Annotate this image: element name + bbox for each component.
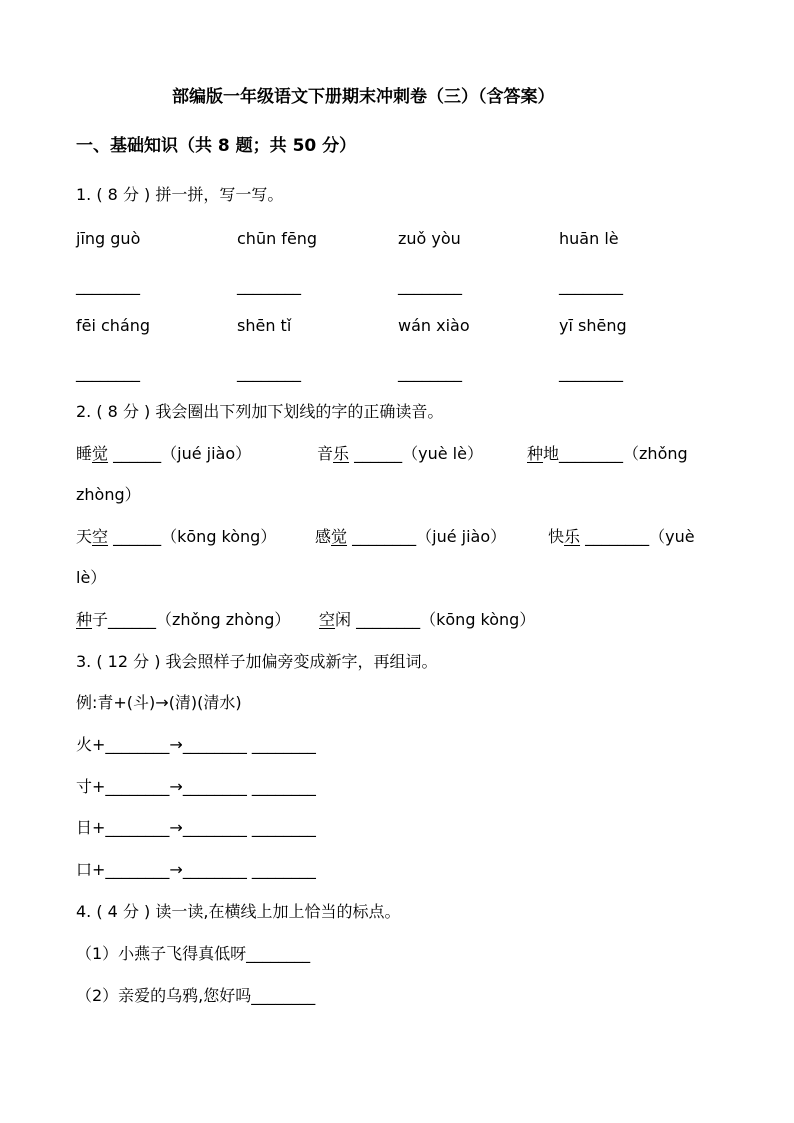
reading-item: 种地________（zhǒng bbox=[527, 444, 688, 463]
fill-line[interactable]: 寸+________→________ ________ bbox=[76, 777, 316, 796]
underlined-char: 觉 bbox=[92, 444, 109, 463]
underlined-char: 种 bbox=[76, 610, 93, 629]
page-title: 部编版一年级语文下册期末冲刺卷（三）（含答案） bbox=[172, 87, 555, 107]
answer-blank[interactable]: ________ bbox=[76, 363, 140, 382]
underlined-char: 种 bbox=[527, 444, 544, 463]
answer-blank[interactable]: ________ bbox=[76, 276, 140, 295]
reading-item: 音乐 ______（yuè lè） bbox=[317, 444, 483, 463]
reading-item: 感觉 ________（jué jiào） bbox=[315, 527, 507, 546]
reading-item: 快乐 ________（yuè bbox=[548, 527, 695, 546]
answer-blank[interactable]: ________ bbox=[398, 276, 462, 295]
answer-blank[interactable]: ________ bbox=[237, 363, 301, 382]
pinyin-item: shēn tǐ bbox=[237, 316, 292, 335]
underlined-char: 觉 bbox=[331, 527, 348, 546]
punctuation-item[interactable]: （2）亲爱的乌鸦,您好吗________ bbox=[76, 986, 316, 1005]
underlined-char: 空 bbox=[319, 610, 336, 629]
reading-item-continued: lè） bbox=[76, 568, 107, 587]
fill-line[interactable]: 日+________→________ ________ bbox=[76, 818, 316, 837]
reading-item: 睡觉 ______（jué jiào） bbox=[76, 444, 252, 463]
reading-item-continued: zhòng） bbox=[76, 485, 141, 504]
example-line: 例:青+(斗)→(清)(清水) bbox=[76, 693, 242, 712]
fill-line[interactable]: 口+________→________ ________ bbox=[76, 860, 316, 879]
pinyin-item: wán xiào bbox=[398, 316, 470, 335]
pinyin-item: yī shēng bbox=[559, 316, 627, 335]
pinyin-item: jīng guò bbox=[76, 229, 141, 248]
pinyin-item: huān lè bbox=[559, 229, 619, 248]
reading-item: 种子______（zhǒng zhòng） bbox=[76, 610, 291, 629]
question-2-stem: 2. ( 8 分 ) 我会圈出下列加下划线的字的正确读音。 bbox=[76, 402, 444, 421]
underlined-char: 空 bbox=[92, 527, 109, 546]
answer-blank[interactable]: ________ bbox=[559, 363, 623, 382]
reading-item: 天空 ______（kōng kòng） bbox=[76, 527, 277, 546]
pinyin-item: zuǒ yòu bbox=[398, 229, 461, 248]
underlined-char: 乐 bbox=[564, 527, 581, 546]
question-4-stem: 4. ( 4 分 ) 读一读,在横线上加上恰当的标点。 bbox=[76, 902, 401, 921]
pinyin-item: fēi cháng bbox=[76, 316, 151, 335]
section-heading: 一、基础知识（共 8 题；共 50 分） bbox=[76, 136, 357, 156]
underlined-char: 乐 bbox=[333, 444, 350, 463]
answer-blank[interactable]: ________ bbox=[559, 276, 623, 295]
fill-line[interactable]: 火+________→________ ________ bbox=[76, 735, 316, 754]
question-1-stem: 1. ( 8 分 ) 拼一拼，写一写。 bbox=[76, 185, 284, 204]
punctuation-item[interactable]: （1）小燕子飞得真低呀________ bbox=[76, 944, 311, 963]
answer-blank[interactable]: ________ bbox=[237, 276, 301, 295]
pinyin-item: chūn fēng bbox=[237, 229, 318, 248]
question-3-stem: 3. ( 12 分 ) 我会照样子加偏旁变成新字，再组词。 bbox=[76, 652, 438, 671]
answer-blank[interactable]: ________ bbox=[398, 363, 462, 382]
reading-item: 空闲 ________（kōng kòng） bbox=[319, 610, 536, 629]
